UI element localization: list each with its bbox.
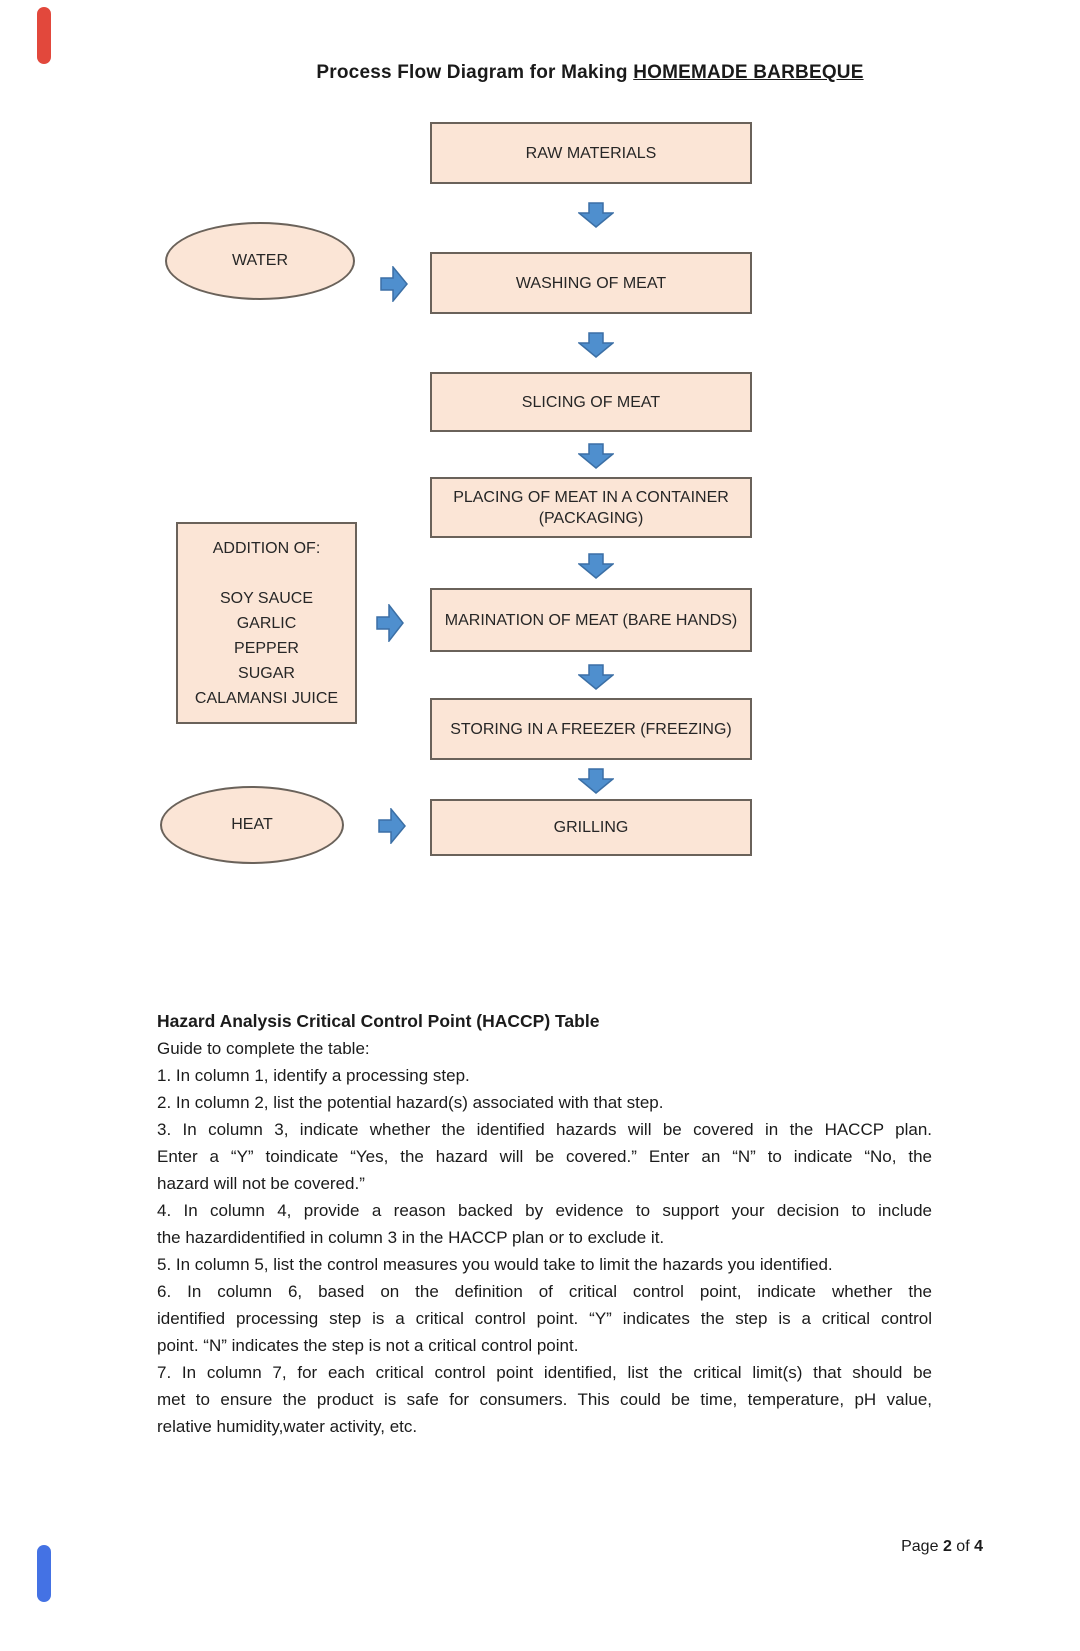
guide-line: 2. In column 2, list the potential hazard(s) associated with that step. — [157, 1093, 664, 1112]
input-addition-box — [176, 522, 357, 724]
process-step-packaging: PLACING OF MEAT IN A CONTAINER (PACKAGING) — [430, 477, 752, 538]
addition-ingredient: SUGAR — [238, 665, 295, 682]
page-title-prefix: Process Flow Diagram for Making — [316, 62, 628, 83]
process-step-marination: MARINATION OF MEAT (BARE HANDS) — [430, 588, 752, 652]
process-step-raw-materials: RAW MATERIALS — [430, 122, 752, 184]
footer-page-label: Page — [901, 1538, 939, 1555]
process-step-grilling: GRILLING — [430, 799, 752, 856]
guide-line: Enter a “Y” toindicate “Yes, the hazard will be covered.” Enter an “N” to indicate “No, the — [157, 1147, 932, 1166]
guide-line: relative humidity,water activity, etc. — [157, 1417, 418, 1436]
haccp-guide-lines — [157, 1062, 932, 1440]
haccp-heading: Hazard Analysis Critical Control Point (HACCP) Table — [157, 1011, 600, 1031]
guide-line: 1. In column 1, identify a processing step. — [157, 1066, 470, 1085]
footer-of-label: of — [956, 1538, 970, 1555]
input-heat-ellipse: HEAT — [160, 786, 344, 864]
guide-line: 3. In column 3, indicate whether the identified hazards will be covered in the HACCP plan. — [157, 1120, 932, 1139]
down-arrow-icon — [578, 332, 614, 358]
guide-line: hazard will not be covered.” — [157, 1174, 365, 1193]
addition-ingredient: PEPPER — [234, 640, 299, 657]
guide-line: 4. In column 4, provide a reason backed by evidence to support your decision to include — [157, 1201, 932, 1220]
right-arrow-icon — [376, 604, 404, 642]
page-title-emphasis: HOMEMADE BARBEQUE — [633, 62, 864, 83]
down-arrow-icon — [578, 768, 614, 794]
guide-line: met to ensure the product is safe for consumers. This could be time, temperature, pH value, — [157, 1390, 932, 1409]
process-step-washing: WASHING OF MEAT — [430, 252, 752, 314]
down-arrow-icon — [578, 664, 614, 690]
down-arrow-icon — [578, 202, 614, 228]
down-arrow-icon — [578, 443, 614, 469]
guide-line: point. “N” indicates the step is not a critical control point. — [157, 1336, 579, 1355]
process-step-freezing: STORING IN A FREEZER (FREEZING) — [430, 698, 752, 760]
addition-ingredient: SOY SAUCE — [219, 590, 314, 607]
haccp-guide-section — [157, 1008, 932, 1440]
guide-line: 5. In column 5, list the control measures you would take to limit the hazards you identified. — [157, 1255, 833, 1274]
right-arrow-icon — [378, 808, 406, 844]
process-step-slicing: SLICING OF MEAT — [430, 372, 752, 432]
right-arrow-icon — [380, 266, 408, 302]
footer-current-page: 2 — [942, 1538, 952, 1555]
page-footer — [0, 1538, 983, 1556]
footer-total-pages: 4 — [974, 1538, 983, 1555]
guide-line: 6. In column 6, based on the definition of critical control point, indicate whether the — [157, 1282, 932, 1301]
guide-line: 7. In column 7, for each critical control point identified, list the critical limit(s) that should be — [157, 1363, 932, 1382]
addition-ingredient: GARLIC — [236, 615, 297, 632]
guide-line: the hazardidentified in column 3 in the HACCP plan or to exclude it. — [157, 1228, 665, 1247]
haccp-intro: Guide to complete the table: — [157, 1039, 370, 1058]
page-title — [100, 62, 1080, 84]
addition-ingredient: CALAMANSI JUICE — [194, 690, 339, 707]
red-edge-marker — [37, 7, 51, 64]
addition-heading: ADDITION OF: — [212, 540, 321, 557]
down-arrow-icon — [578, 553, 614, 579]
guide-line: identified processing step is a critical control point. “Y” indicates the step is a critical control — [157, 1309, 932, 1328]
input-water-ellipse: WATER — [165, 222, 355, 300]
